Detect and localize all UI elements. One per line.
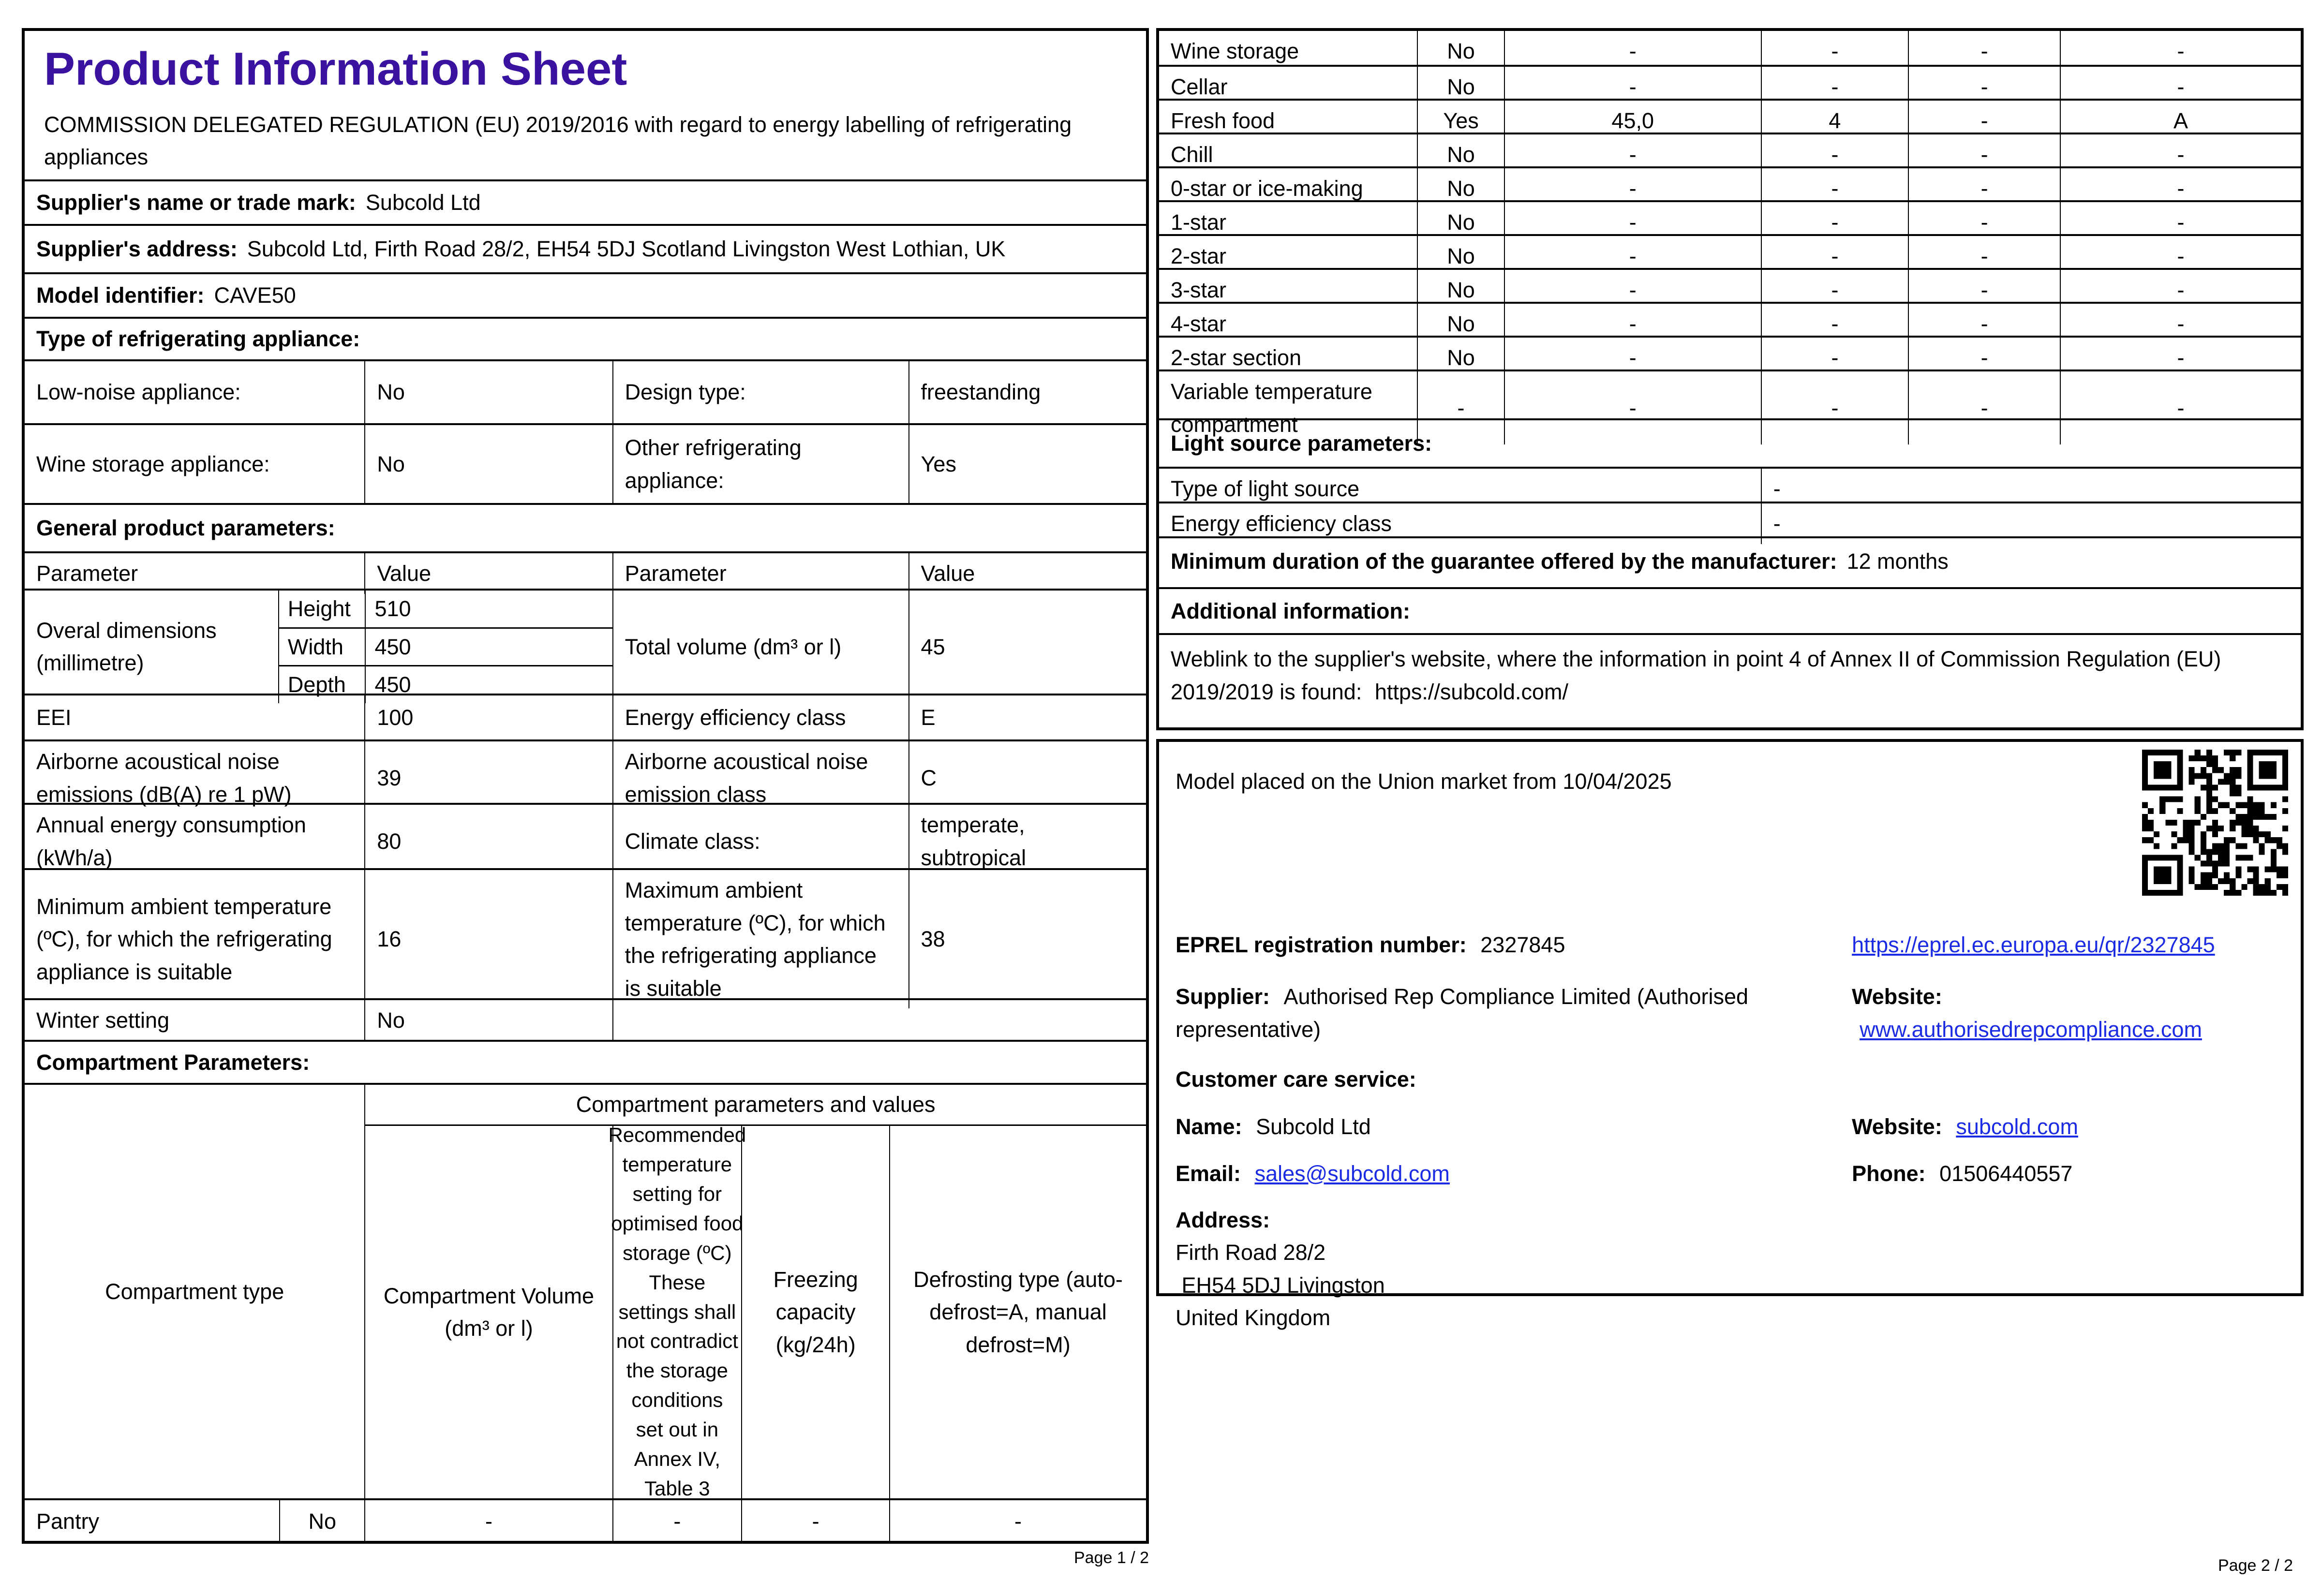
param-header-2: Parameter (612, 553, 908, 594)
row-present: No (1417, 304, 1503, 344)
page-title: Product Information Sheet (44, 43, 627, 95)
address-line: Firth Road 28/2 (1176, 1240, 1326, 1265)
supplier-address-value: Subcold Ltd, Firth Road 28/2, EH54 5DJ Scotland Livingston West Lothian, UK (247, 236, 1006, 262)
additional-info-header: Additional information: (1159, 587, 2301, 633)
row-freezing: - (1908, 236, 2060, 277)
page-2-table-box (1156, 28, 2304, 730)
row-present: Yes (1417, 101, 1503, 141)
row-defrost: - (2060, 134, 2301, 175)
row-label: 3-star (1171, 278, 1227, 302)
row-volume: 45,0 (1504, 101, 1761, 141)
pantry-present: No (279, 1498, 364, 1543)
care-phone-label: Phone: (1852, 1161, 1926, 1186)
qr-code (2142, 750, 2288, 896)
eprel-value: 2327845 (1480, 932, 1565, 957)
climate-class-value: temperate, subtropical (908, 805, 1146, 878)
winter-setting-label: Winter setting (36, 1008, 170, 1033)
value-header-1: Value (364, 553, 612, 594)
dimensions-row (25, 589, 1146, 697)
page-1 (22, 28, 1149, 1544)
row-freezing: - (1908, 101, 2060, 141)
supplier-label: Supplier: (1176, 984, 1270, 1009)
row-label: 2-star section (1171, 345, 1302, 370)
row-label: Chill (1171, 142, 1213, 167)
dim-height-label: Height (278, 591, 365, 627)
row-present: No (1417, 202, 1503, 243)
pantry-freezing: - (741, 1498, 889, 1543)
page-2-footer: Page 2 / 2 (2218, 1556, 2293, 1575)
row-defrost: - (2060, 371, 2301, 444)
total-volume-value: 45 (908, 591, 1146, 703)
row-present: No (1417, 67, 1503, 107)
supplier-name-value: Subcold Ltd (365, 190, 481, 215)
row-defrost: - (2060, 31, 2301, 72)
care-name-label: Name: (1176, 1114, 1242, 1139)
light-source-type-row (1159, 467, 2301, 502)
light-energy-class-row (1159, 502, 2301, 536)
row-temp: - (1761, 67, 1908, 107)
wine-storage-appliance-value: No (364, 425, 612, 503)
care-name-row (1176, 1110, 2284, 1143)
row-defrost: - (2060, 338, 2301, 378)
table-row (1159, 99, 2301, 133)
supplier-row (1176, 980, 2284, 1046)
light-energy-class-value: - (1761, 503, 2301, 544)
care-phone-value: 01506440557 (1939, 1161, 2073, 1186)
row-freezing: - (1908, 270, 2060, 310)
dimensions-subtable (278, 591, 612, 703)
compartment-volume-header: Compartment Volume (dm³ or l) (364, 1126, 612, 1498)
row-present: No (1417, 270, 1503, 310)
supplier-website-label: Website: (1852, 984, 1942, 1009)
row-defrost: - (2060, 67, 2301, 107)
row-defrost: - (2060, 236, 2301, 277)
address-label: Address: (1176, 1207, 1270, 1232)
compartment-type-header: Compartment type (105, 1279, 284, 1304)
energy-class-value: E (908, 695, 1146, 739)
winter-setting-row (25, 998, 1146, 1040)
dim-width-value: 450 (365, 627, 612, 665)
noise-value: 39 (364, 741, 612, 814)
row-temp: - (1761, 168, 1908, 209)
row-label: Variable temperature compartment (1171, 379, 1372, 437)
row-temp: - (1761, 338, 1908, 378)
page-2-info-box (1156, 739, 2304, 1330)
row-freezing: - (1908, 168, 2060, 209)
care-website-link[interactable]: subcold.com (1956, 1114, 2078, 1139)
row-label: 2-star (1171, 244, 1227, 268)
row-defrost: - (2060, 270, 2301, 310)
row-present: - (1417, 371, 1503, 444)
light-energy-class-label: Energy efficiency class (1171, 511, 1392, 536)
row-volume: - (1504, 270, 1761, 310)
table-row (1159, 65, 2301, 99)
row-volume: - (1504, 134, 1761, 175)
row-label: 1-star (1171, 210, 1227, 235)
model-identifier-label: Model identifier: (36, 283, 205, 308)
eei-row (25, 694, 1146, 739)
care-website-label: Website: (1852, 1114, 1942, 1139)
param-header-1: Parameter (36, 561, 138, 586)
row-temp: - (1761, 134, 1908, 175)
light-source-type-value: - (1761, 469, 2301, 509)
min-ambient-temp-value: 16 (364, 870, 612, 1008)
row-freezing: - (1908, 304, 2060, 344)
row-temp: - (1761, 371, 1908, 444)
row-temp: - (1761, 236, 1908, 277)
row-temp: - (1761, 270, 1908, 310)
row-volume: - (1504, 338, 1761, 378)
noise-class-label: Airborne acoustical noise emission class (612, 741, 908, 814)
compartment-table (25, 1083, 1146, 1543)
row-defrost: - (2060, 304, 2301, 344)
row-volume: - (1504, 371, 1761, 444)
low-noise-label: Low-noise appliance: (36, 380, 241, 405)
guarantee-row (1159, 536, 2301, 587)
supplier-name-label: Supplier's name or trade mark: (36, 190, 356, 215)
table-row (1159, 166, 2301, 200)
care-email-label: Email: (1176, 1161, 1241, 1186)
row-label: 0-star or ice-making (1171, 176, 1363, 201)
care-contact-row (1176, 1157, 2284, 1190)
row-volume: - (1504, 31, 1761, 72)
table-row (1159, 31, 2301, 65)
dim-depth-value: 450 (365, 665, 612, 703)
dimensions-label: Overal dimensions (millimetre) (36, 618, 217, 676)
row-label: Fresh food (1171, 108, 1275, 133)
pantry-temp: - (612, 1498, 742, 1543)
defrosting-type-header: Defrosting type (auto-defrost=A, manual defrost=M) (889, 1126, 1146, 1498)
energy-class-label: Energy efficiency class (612, 695, 908, 739)
freezing-capacity-header: Freezing capacity (kg/24h) (741, 1126, 889, 1498)
row-volume: - (1504, 304, 1761, 344)
market-date-text: Model placed on the Union market from 10/04/2025 (1176, 769, 1672, 794)
pantry-defrost: - (889, 1498, 1146, 1543)
design-type-value: freestanding (908, 361, 1146, 423)
pantry-volume: - (364, 1498, 612, 1543)
supplier-name-row (25, 179, 1146, 224)
dim-height-value: 510 (365, 591, 612, 627)
row-freezing: - (1908, 202, 2060, 243)
table-row (1159, 336, 2301, 369)
supplier-address-row (25, 224, 1146, 272)
row-freezing: - (1908, 371, 2060, 444)
light-source-section-header: Light source parameters: (1159, 418, 2301, 467)
low-noise-value: No (364, 361, 612, 423)
compartment-section-header: Compartment Parameters: (25, 1040, 1146, 1083)
row-label: Cellar (1171, 74, 1228, 99)
row-present: No (1417, 31, 1503, 72)
dim-width-label: Width (278, 627, 365, 665)
noise-row (25, 739, 1146, 807)
address-line: EH54 5DJ Livingston (1176, 1272, 1385, 1298)
annual-energy-label: Annual energy consumption (kWh/a) (36, 813, 306, 870)
noise-class-value: C (908, 741, 1146, 814)
pantry-label: Pantry (25, 1498, 279, 1543)
row-temp: - (1761, 31, 1908, 72)
row-defrost: - (2060, 202, 2301, 243)
climate-class-label: Climate class: (612, 805, 908, 878)
eprel-row (1176, 929, 2284, 961)
value-header-2: Value (908, 553, 1146, 594)
supplier-address-label: Supplier's address: (36, 236, 238, 262)
compartment-temp-header: Recommended temperature setting for optimised food storage (ºC) These settings shall not contradict the storage conditions set out in Annex IV, Table 3 (608, 1123, 746, 1500)
max-ambient-temp-label: Maximum ambient temperature (ºC), for which the refrigerating appliance is suitable (612, 870, 908, 1008)
compartment-group-header: Compartment parameters and values (364, 1085, 1146, 1126)
row-volume: - (1504, 168, 1761, 209)
row-temp: - (1761, 304, 1908, 344)
wine-storage-appliance-label: Wine storage appliance: (36, 451, 270, 476)
model-identifier-row (25, 272, 1146, 317)
eei-value: 100 (364, 695, 612, 739)
type-section-header: Type of refrigerating appliance: (25, 317, 1146, 359)
min-ambient-temp-label: Minimum ambient temperature (ºC), for which the refrigerating appliance is suitable (36, 894, 332, 984)
row-volume: - (1504, 236, 1761, 277)
row-defrost: A (2060, 101, 2301, 141)
ambient-temp-row (25, 868, 1146, 1001)
other-appliance-label: Other refrigerating appliance: (612, 425, 908, 503)
eei-label: EEI (36, 705, 72, 730)
customer-care-header: Customer care service: (1176, 1067, 1416, 1092)
supplier-website-link[interactable]: www.authorisedrepcompliance.com (1860, 1017, 2202, 1042)
eprel-link[interactable]: https://eprel.ec.europa.eu/qr/2327845 (1852, 932, 2215, 957)
table-row (1159, 234, 2301, 268)
table-row (1159, 268, 2301, 302)
row-defrost: - (2060, 168, 2301, 209)
eprel-label: EPREL registration number: (1176, 932, 1467, 957)
row-label: Wine storage (1171, 39, 1299, 63)
row-label: 4-star (1171, 311, 1227, 336)
dim-depth-label: Depth (278, 665, 365, 703)
guarantee-label: Minimum duration of the guarantee offered by the manufacturer: (1171, 549, 1837, 574)
address-block (1176, 1204, 2284, 1334)
table-row (1159, 302, 2301, 336)
guarantee-value: 12 months (1846, 549, 1949, 574)
row-temp: - (1761, 202, 1908, 243)
winter-setting-empty (612, 1000, 1146, 1041)
row-present: No (1417, 168, 1503, 209)
row-present: No (1417, 338, 1503, 378)
row-volume: - (1504, 67, 1761, 107)
weblink-text: Weblink to the supplier's website, where the information in point 4 of Annex II of Commission Regulation (EU) 2019/2019 is found: (1171, 647, 2221, 704)
care-email-link[interactable]: sales@subcold.com (1254, 1161, 1450, 1186)
table-row (1159, 200, 2301, 234)
max-ambient-temp-value: 38 (908, 870, 1146, 1008)
table-row (1159, 369, 2301, 437)
row-freezing: - (1908, 31, 2060, 72)
design-type-label: Design type: (612, 361, 908, 423)
page-1-footer: Page 1 / 2 (1073, 1549, 1149, 1567)
row-freezing: - (1908, 67, 2060, 107)
row-temp: 4 (1761, 101, 1908, 141)
total-volume-label: Total volume (dm³ or l) (612, 591, 908, 703)
model-identifier-value: CAVE50 (214, 283, 296, 308)
supplier-value: Authorised Rep Compliance Limited (Authorised representative) (1176, 984, 1749, 1042)
row-present: No (1417, 236, 1503, 277)
row-volume: - (1504, 202, 1761, 243)
title-block (25, 31, 1146, 179)
other-appliance-value: Yes (908, 425, 1146, 503)
row-present: No (1417, 134, 1503, 175)
care-name-value: Subcold Ltd (1256, 1114, 1371, 1139)
address-line: United Kingdom (1176, 1305, 1331, 1330)
winter-setting-value: No (364, 1000, 612, 1041)
row-freezing: - (1908, 338, 2060, 378)
regulation-subtitle: COMMISSION DELEGATED REGULATION (EU) 2019/2016 with regard to energy labelling of refrigerating appliances (44, 112, 1072, 170)
type-table-row-2 (25, 423, 1146, 503)
row-freezing: - (1908, 134, 2060, 175)
light-source-type-label: Type of light source (1171, 476, 1360, 501)
weblink-url[interactable]: https://subcold.com/ (1374, 679, 1569, 704)
annual-energy-row (25, 803, 1146, 868)
general-section-header: General product parameters: (25, 503, 1146, 551)
weblink-row (1159, 633, 2301, 716)
table-row (1159, 133, 2301, 166)
annual-energy-value: 80 (364, 805, 612, 878)
noise-label: Airborne acoustical noise emissions (dB(A) re 1 pW) (36, 749, 292, 807)
type-table-row-1 (25, 359, 1146, 423)
params-header-row (25, 551, 1146, 589)
